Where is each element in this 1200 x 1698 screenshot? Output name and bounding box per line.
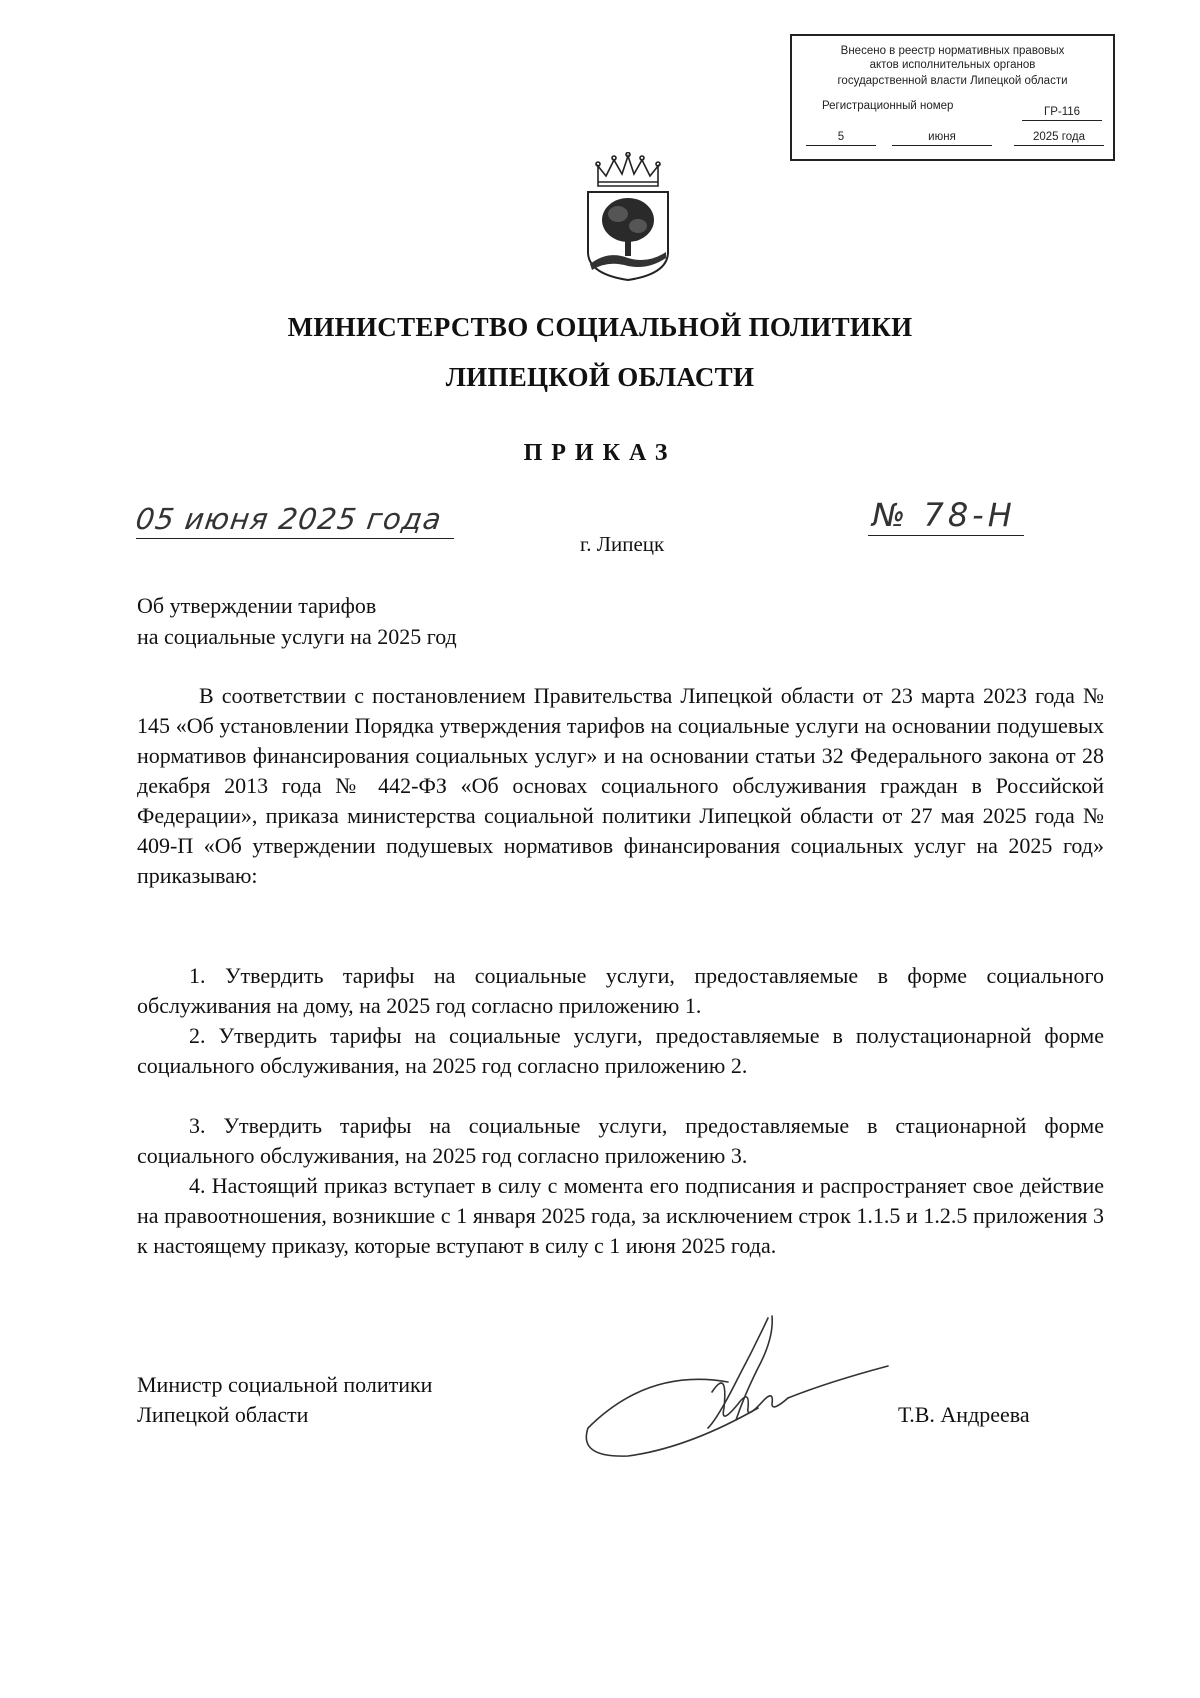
stamp-number-label: Регистрационный номер (822, 100, 954, 112)
stamp-line-2: актов исполнительных органов (869, 59, 1036, 71)
signatory-title-line-2: Липецкой области (137, 1402, 309, 1427)
stamp-year: 2025 года (1014, 129, 1104, 146)
stamp-line-3: государственной власти Липецкой области (837, 75, 1068, 87)
item-4-paragraph: 4. Настоящий приказ вступает в силу с момента его подписания и распространяет свое действие на правоотношения, возникшие с 1 января 2025 года, за исключением строк 1.1.5 и 1.2.5 приложения 3 к настоящему приказу, которые вступают в силу с 1 июня 2025 года. (137, 1173, 1104, 1258)
document-type: ПРИКАЗ (523, 440, 677, 466)
item-1-paragraph: 1. Утвердить тарифы на социальные услуги, предоставляемые в форме социального обслуживания на дому, на 2025 год согласно приложению 1. (137, 963, 1104, 1018)
stamp-number: ГР-116 (1022, 104, 1102, 121)
handwritten-signature-icon (568, 1308, 898, 1478)
item-3-paragraph: 3. Утвердить тарифы на социальные услуги, предоставляемые в стационарной форме социального обслуживания, на 2025 год согласно приложению 3. (137, 1113, 1104, 1168)
ministry-name-line-2: ЛИПЕЦКОЙ ОБЛАСТИ (445, 362, 755, 392)
number-underline (868, 535, 1024, 536)
stamp-day: 5 (806, 129, 876, 146)
preamble-paragraph: В соответствии с постановлением Правительства Липецкой области от 23 марта 2023 года № 145 «Об установлении Порядка утверждения тарифов на социальные услуги на основании подушевых нормативов финансирования социальных услуг» и на основании статьи 32 Федерального закона от 28 декабря 2013 года № 442-ФЗ «Об основах социального обслуживания граждан в Российской Федерации», приказа министерства социальной политики Липецкой области от 27 мая 2025 года № 409-П «Об утверждении подушевых нормативов финансирования социальных услуг на 2025 год» приказываю: (137, 683, 1104, 888)
handwritten-order-number: № 78-Н (872, 496, 1016, 534)
ministry-name-line-1: МИНИСТЕРСТВО СОЦИАЛЬНОЙ ПОЛИТИКИ (287, 312, 913, 342)
document-subject (137, 590, 457, 652)
city: г. Липецк (580, 532, 665, 556)
signatory-title (137, 1370, 432, 1430)
signatory-name: Т.В. Андреева (898, 1402, 1030, 1427)
stamp-month: июня (892, 129, 992, 146)
handwritten-date: 05 июня 2025 года (133, 502, 445, 536)
item-2-paragraph: 2. Утвердить тарифы на социальные услуги, предоставляемые в полустационарной форме социального обслуживания, на 2025 год согласно приложению 2. (137, 1023, 1104, 1078)
date-underline (136, 538, 454, 539)
coat-of-arms-icon (578, 152, 678, 282)
signatory-title-line-1: Министр социальной политики (137, 1372, 433, 1397)
subject-line-1: Об утверждении тарифов (137, 593, 377, 618)
registration-stamp (790, 34, 1115, 161)
subject-line-2: на социальные услуги на 2025 год (137, 624, 457, 649)
stamp-line-1: Внесено в реестр нормативных правовых (840, 45, 1065, 57)
